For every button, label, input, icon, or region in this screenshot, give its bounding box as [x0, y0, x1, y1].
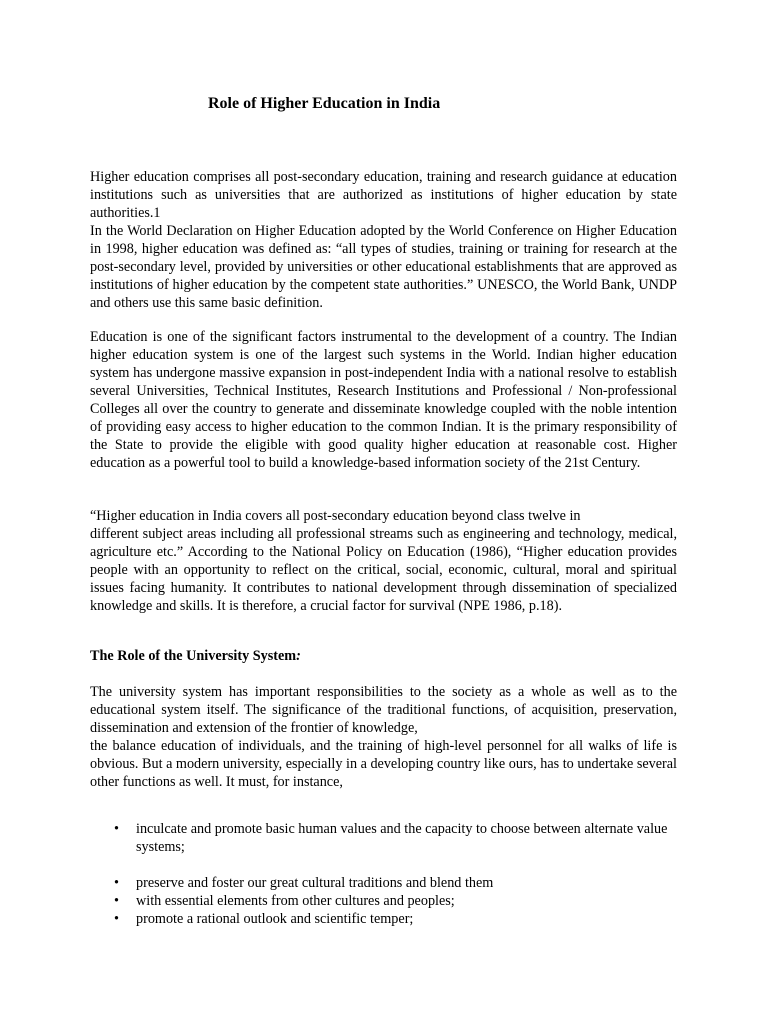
bullet-icon: • [114, 821, 119, 837]
list-item [90, 910, 677, 928]
paragraph-4a: The university system has important responsibilities to the society as a whole as well as to the educational system itself. The significance of the traditional functions, of acquisition, preservation, dissemination and extension of the frontier of knowledge, [90, 684, 677, 736]
paragraph-education-significance [90, 328, 677, 472]
paragraph-definition [90, 168, 677, 312]
bullet-icon: • [114, 875, 119, 891]
section-heading-colon: : [296, 648, 301, 664]
list-item-text: with essential elements from other cultures and peoples; [136, 893, 455, 909]
list-item [90, 874, 677, 892]
paragraph-university-system [90, 683, 677, 791]
paragraph-2: Education is one of the significant factors instrumental to the development of a country. The Indian higher education system is one of the largest such systems in the World. Indian higher education system has undergone massive expansion in post-independent India with a national resolve to establish several Universities, Technical Institutes, Research Institutions and Professional / Non-professional Colleges all over the country to generate and disseminate knowledge coupled with the noble intention of providing easy access to higher education to the common Indian. It is the primary responsibility of the State to provide the eligible with good quality higher education at reasonable cost. Higher education as a powerful tool to build a knowledge-based information society of the 21st Century. [90, 329, 677, 471]
paragraph-3a: “Higher education in India covers all post-secondary education beyond class twelve in [90, 508, 581, 524]
paragraph-3b: different subject areas including all professional streams such as engineering and technology, medical, agriculture etc.” According to the National Policy on Education (1986), “Higher education provides people with an opportunity to reflect on the critical, social, economic, cultural, moral and spiritual issues facing humanity. It contributes to national development through dissemination of specialized knowledge and skills. It is therefore, a crucial factor for survival (NPE 1986, p.18). [90, 526, 677, 614]
list-item-text: inculcate and promote basic human values and the capacity to choose between alternate value systems; [136, 821, 668, 855]
list-item [90, 820, 677, 856]
paragraph-1b: In the World Declaration on Higher Education adopted by the World Conference on Higher Education in 1998, higher education was defined as: “all types of studies, training or training for research at the post-secondary level, provided by universities or other educational establishments that are approved as institutions of higher education by the competent state authorities.” UNESCO, the World Bank, UNDP and others use this same basic definition. [90, 223, 677, 311]
list-item-text: preserve and foster our great cultural traditions and blend them [136, 875, 494, 891]
bullet-list-1 [90, 820, 677, 856]
list-item [90, 892, 677, 910]
document-title: Role of Higher Education in India [208, 95, 441, 112]
paragraph-higher-education-india [90, 507, 677, 615]
paragraph-1: Higher education comprises all post-secondary education, training and research guidance at education institutions such as universities that are authorized as institutions of higher education by state authorities.1 [90, 169, 677, 221]
section-heading [90, 646, 301, 666]
bullet-list-2 [90, 874, 677, 928]
bullet-icon: • [114, 893, 119, 909]
bullet-icon: • [114, 911, 119, 927]
paragraph-4b: the balance education of individuals, and the training of high-level personnel for all walks of life is obvious. But a modern university, especially in a developing country like ours, has to undertake several other functions as well. It must, for instance, [90, 738, 677, 790]
section-heading-text: The Role of the University System [90, 648, 297, 664]
list-item-text: promote a rational outlook and scientific temper; [136, 911, 414, 927]
